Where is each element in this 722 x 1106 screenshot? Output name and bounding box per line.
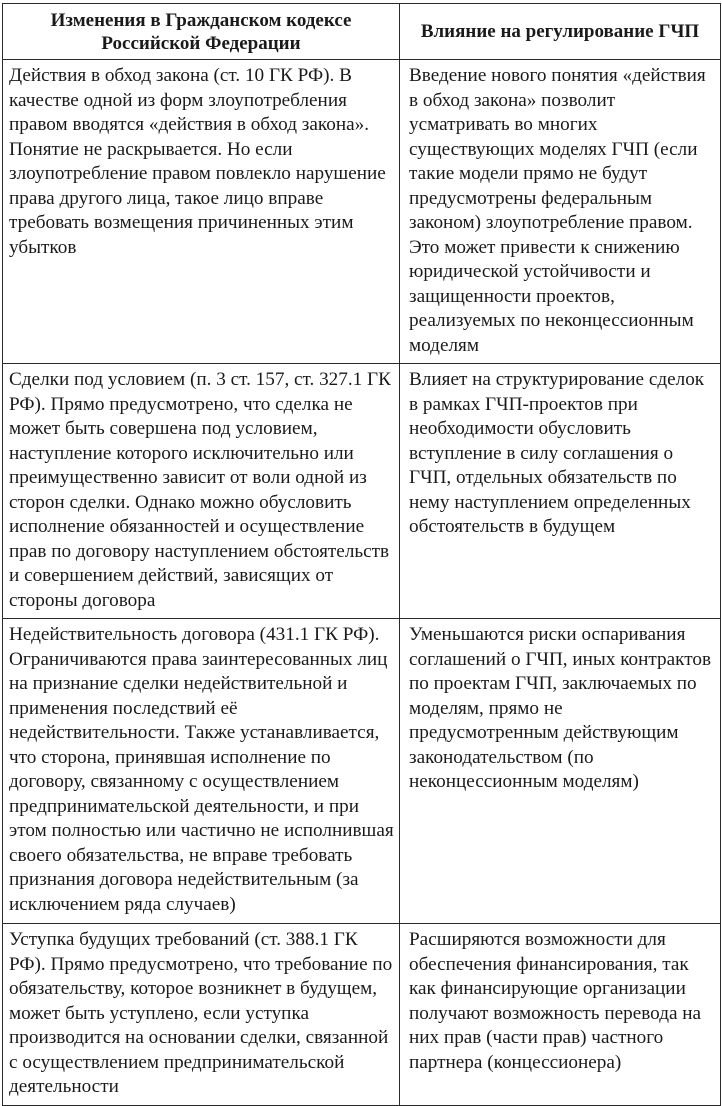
table-header xyxy=(3,4,721,60)
change-cell: Уступка будущих требований (ст. 388.1 ГК РФ). Прямо предусмотрено, что требование по обязательству, которое возникнет в будущем, может быть уступлено, если уступка производится на основании сделки, связанной с осуществлением предпринимательской деятельности xyxy=(3,924,400,1106)
comparison-table xyxy=(2,3,721,1106)
table-body xyxy=(3,60,721,1106)
table-row xyxy=(3,364,721,619)
table-row xyxy=(3,619,721,924)
impact-cell: Уменьшаются риски оспаривания соглашений о ГЧП, иных контрактов по проектам ГЧП, заключаемых по моделям, прямо не предусмотренным действующим законодательством (по неконцессионным моделям) xyxy=(400,619,721,924)
impact-cell: Влияет на структурирование сделок в рамках ГЧП-проектов при необходимости обусловить вступление в силу соглашения о ГЧП, отдельных обязательств по нему наступлением определенных обстоятельств в будущем xyxy=(400,364,721,619)
change-cell: Действия в обход закона (ст. 10 ГК РФ). В качестве одной из форм злоупотребления правом вводятся «действия в обход закона». Понятие не раскрывается. Но если злоупотребление правом повлекло нарушение права другого лица, такое лицо вправе требовать возмещения причиненных этим убытков xyxy=(3,60,400,364)
impact-cell: Введение нового понятия «действия в обход закона» позволит усматривать во многих существующих моделях ГЧП (если такие модели прямо не будут предусмотрены федеральным законом) злоупотребление правом. Это может привести к снижению юридической устойчивости и защищенности проектов, реализуемых по неконцессионным моделям xyxy=(400,60,721,364)
table-row xyxy=(3,924,721,1106)
change-cell: Недействительность договора (431.1 ГК РФ). Ограничиваются права заинтересованных лиц на признание сделки недействительной и применения последствий её недействительности. Также устанавливается, что сторона, принявшая исполнение по договору, связанному с осуществлением предпринимательской деятельности, и при этом полностью или частично не исполнившая своего обязательства, не вправе требовать признания договора недействительным (за исключением ряда случаев) xyxy=(3,619,400,924)
header-ppp-impact: Влияние на регулирование ГЧП xyxy=(400,4,721,60)
impact-cell: Расширяются возможности для обеспечения финансирования, так как финансирующие организации получают возможность перевода на них прав (части прав) частного партнера (концессионера) xyxy=(400,924,721,1106)
header-row xyxy=(3,4,721,60)
table-row xyxy=(3,60,721,364)
change-cell: Сделки под условием (п. 3 ст. 157, ст. 327.1 ГК РФ). Прямо предусмотрено, что сделка не может быть совершена под условием, наступление которого исключительно или преимущественно зависит от воли одной из сторон сделки. Однако можно обусловить исполнение обязанностей и осуществление прав по договору наступлением обстоятельств и совершением действий, зависящих от стороны договора xyxy=(3,364,400,619)
header-civil-code-changes: Изменения в Гражданском кодексе Российской Федерации xyxy=(3,4,400,60)
